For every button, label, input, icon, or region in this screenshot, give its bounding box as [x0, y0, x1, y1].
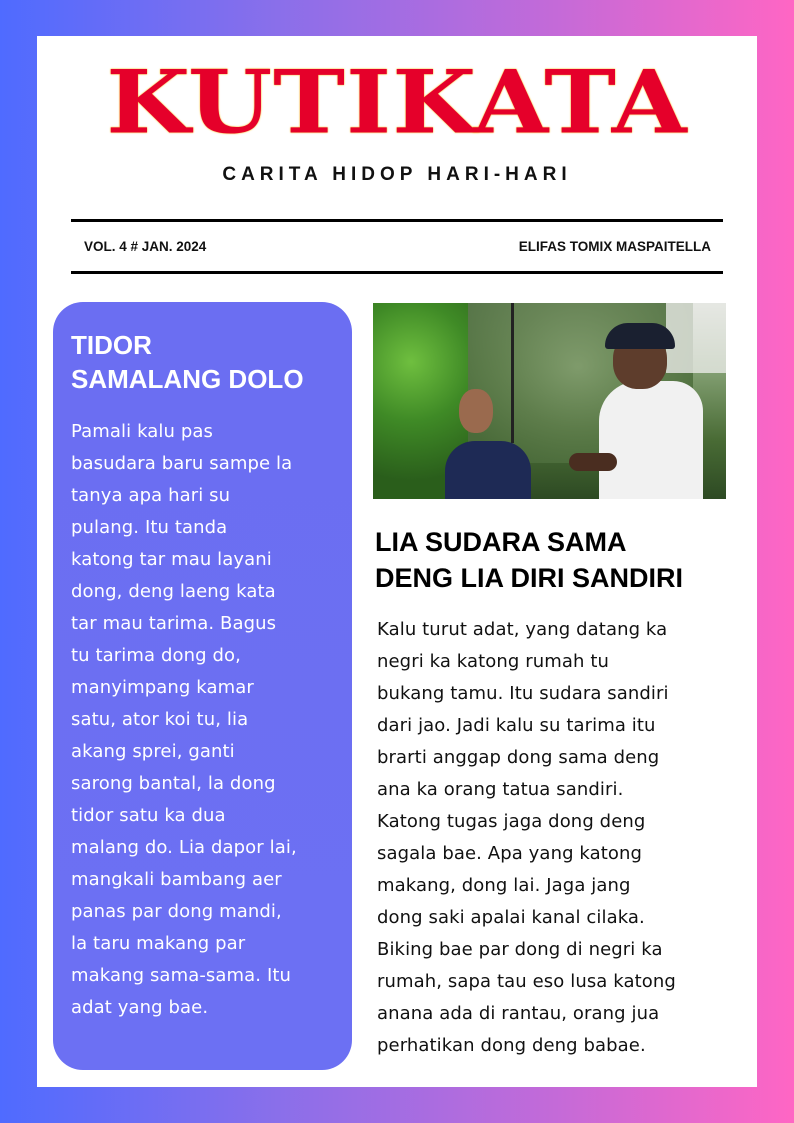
- sidebar-article-title: [71, 328, 346, 396]
- author-name: ELIFAS TOMIX MASPAITELLA: [518, 239, 711, 254]
- newsletter-page: [37, 36, 757, 1087]
- body-line: Pamali kalu pas: [71, 421, 213, 442]
- body-line: tanya apa hari su: [71, 485, 231, 506]
- body-line: panas par dong mandi,: [71, 901, 282, 922]
- person-right-cap: [605, 323, 675, 349]
- person-right-shirt: [599, 381, 703, 499]
- body-line: rumah, sapa tau eso lusa katong: [377, 971, 676, 992]
- body-line: pulang. Itu tanda: [71, 517, 228, 538]
- body-line: malang do. Lia dapor lai,: [71, 837, 297, 858]
- body-line: akang sprei, ganti: [71, 741, 235, 762]
- body-line: perhatikan dong deng babae.: [377, 1035, 646, 1056]
- sidebar-article-body: [71, 416, 346, 1024]
- body-line: satu, ator koi tu, lia: [71, 709, 249, 730]
- issue-info: VOL. 4 # JAN. 2024: [84, 239, 207, 254]
- title-line: SAMALANG DOLO: [71, 364, 304, 394]
- sky-patch: [666, 303, 726, 373]
- bottom-divider: [71, 271, 723, 274]
- body-line: katong tar mau layani: [71, 549, 272, 570]
- main-article-body: [377, 614, 737, 1062]
- masthead-title: KUTIKATA: [106, 50, 688, 154]
- body-line: tidor satu ka dua: [71, 805, 226, 826]
- body-line: basudara baru sampe la: [71, 453, 293, 474]
- tagline: CARITA HIDOP HARI-HARI: [222, 164, 572, 185]
- top-divider: [71, 219, 723, 222]
- antenna-pole: [511, 303, 514, 443]
- body-line: brarti anggap dong sama deng: [377, 747, 660, 768]
- body-line: dong, deng laeng kata: [71, 581, 276, 602]
- title-line: TIDOR: [71, 330, 152, 360]
- body-line: tu tarima dong do,: [71, 645, 241, 666]
- body-line: makang sama-sama. Itu: [71, 965, 292, 986]
- person-left-head: [459, 389, 493, 433]
- body-line: la taru makang par: [71, 933, 246, 954]
- body-line: makang, dong lai. Jaga jang: [377, 875, 631, 896]
- title-line: LIA SUDARA SAMA: [375, 527, 627, 557]
- person-left-shirt: [445, 441, 531, 499]
- body-line: mangkali bambang aer: [71, 869, 282, 890]
- body-line: bukang tamu. Itu sudara sandiri: [377, 683, 669, 704]
- article-photo: [373, 303, 726, 499]
- body-line: ana ka orang tatua sandiri.: [377, 779, 624, 800]
- main-article-title: [375, 524, 735, 596]
- body-line: sarong bantal, la dong: [71, 773, 276, 794]
- body-line: Biking bae par dong di negri ka: [377, 939, 663, 960]
- body-line: tar mau tarima. Bagus: [71, 613, 277, 634]
- body-line: dari jao. Jadi kalu su tarima itu: [377, 715, 656, 736]
- body-line: Katong tugas jaga dong deng: [377, 811, 646, 832]
- body-line: adat yang bae.: [71, 997, 209, 1018]
- body-line: negri ka katong rumah tu: [377, 651, 610, 672]
- body-line: dong saki apalai kanal cilaka.: [377, 907, 645, 928]
- sidebar-article-card: [53, 302, 352, 1070]
- body-line: anana ada di rantau, orang jua: [377, 1003, 660, 1024]
- body-line: Kalu turut adat, yang datang ka: [377, 619, 668, 640]
- person-right-arm: [569, 453, 617, 471]
- body-line: sagala bae. Apa yang katong: [377, 843, 643, 864]
- body-line: manyimpang kamar: [71, 677, 254, 698]
- title-line: DENG LIA DIRI SANDIRI: [375, 563, 684, 593]
